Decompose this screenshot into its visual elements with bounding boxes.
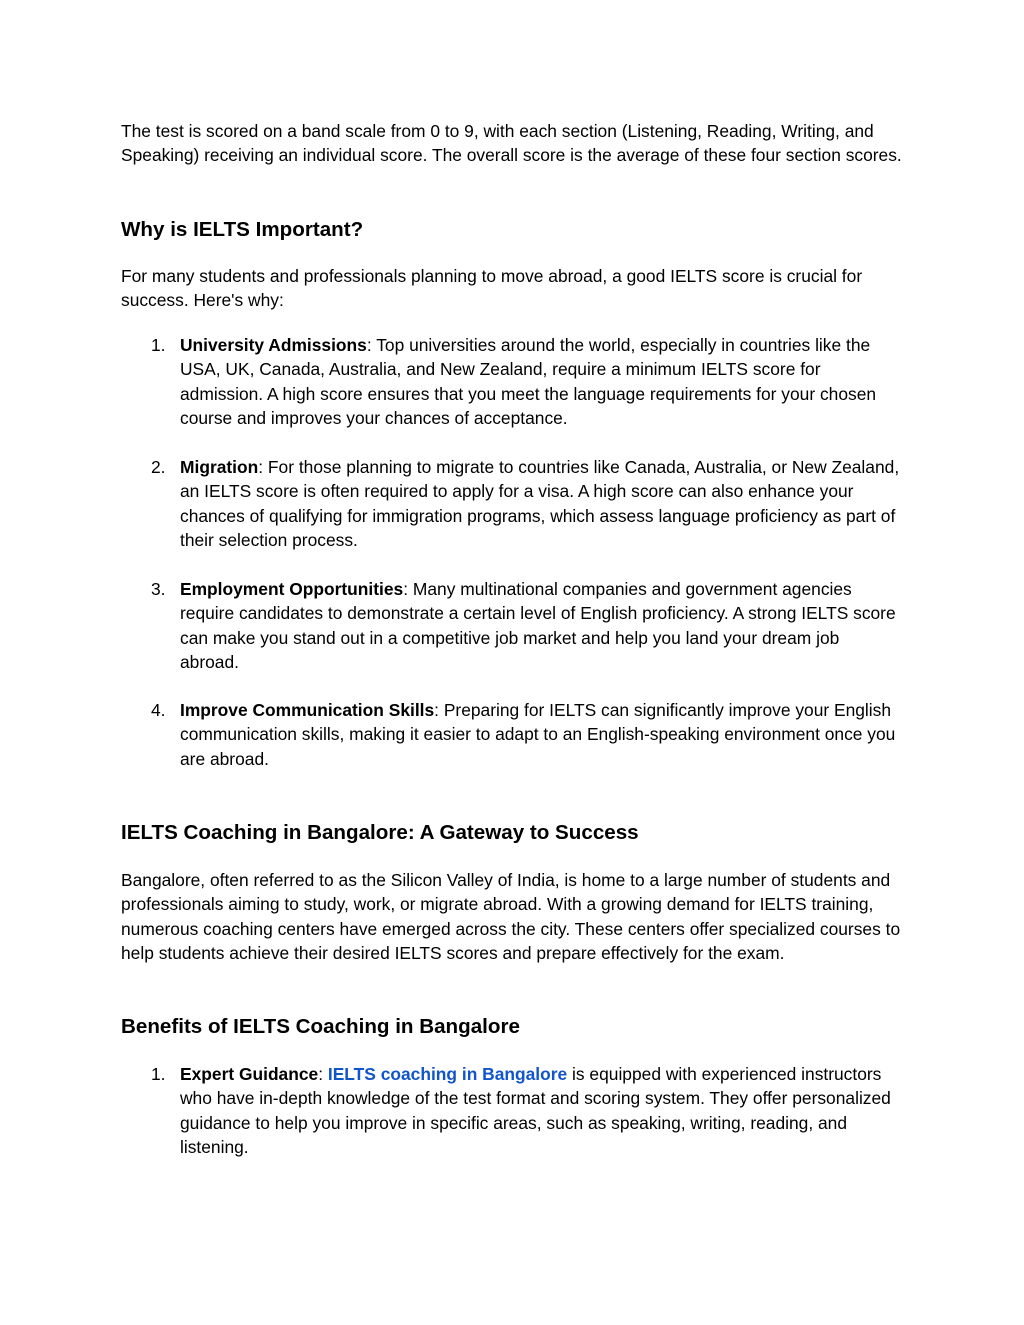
- coaching-heading: IELTS Coaching in Bangalore: A Gateway to Success: [121, 821, 639, 844]
- list-term: Expert Guidance: [180, 1064, 319, 1084]
- list-item-communication-skills: [121, 698, 903, 771]
- list-number: 2.: [151, 457, 166, 477]
- intro-paragraph: The test is scored on a band scale from 0 to 9, with each section (Listening, Reading, Writing, and Speaking) receiving an individual score. The overall score is the average of these four section scores.: [121, 121, 902, 166]
- list-text: : For those planning to migrate to countries like Canada, Australia, or New Zealand, an IELTS score is often required to apply for a visa. A high score can also enhance your chances of qualifying for immigration programs, which assess language proficiency as part of their selection process.: [180, 457, 900, 551]
- list-term: Migration: [180, 457, 259, 477]
- benefits-heading: Benefits of IELTS Coaching in Bangalore: [121, 1015, 520, 1038]
- list-text: : Many multinational companies and government agencies require candidates to demonstrate a certain level of English proficiency. A strong IELTS score can make you stand out in a competitive job market and help you land your dream job abroad.: [180, 579, 896, 673]
- list-text: is equipped with experienced instructors who have in-depth knowledge of the test format and scoring system. They offer personalized guidance to help you improve in specific areas, such as speaking, writing, reading, and listening.: [180, 1064, 891, 1158]
- why-ielts-intro: For many students and professionals planning to move abroad, a good IELTS score is crucial for success. Here's why:: [121, 266, 863, 311]
- list-separator: :: [318, 1064, 328, 1084]
- list-term: University Admissions: [180, 335, 367, 355]
- list-number: 1.: [151, 1064, 166, 1084]
- list-number: 3.: [151, 579, 166, 599]
- list-term: Improve Communication Skills: [180, 700, 435, 720]
- list-text: : Top universities around the world, especially in countries like the USA, UK, Canada, Australia, and New Zealand, require a minimum IELTS score for admission. A high score ensures that you meet the language requirements for your chosen course and improves your chances of acceptance.: [180, 335, 877, 429]
- list-item-migration: [121, 455, 903, 553]
- list-item-university-admissions: [121, 333, 903, 431]
- ielts-coaching-link[interactable]: IELTS coaching in Bangalore: [327, 1064, 568, 1084]
- coaching-paragraph: Bangalore, often referred to as the Silicon Valley of India, is home to a large number of students and professionals aiming to study, work, or migrate abroad. With a growing demand for IELTS training, numerous coaching centers have emerged across the city. These centers offer specialized courses to help students achieve their desired IELTS scores and prepare effectively for the exam.: [121, 870, 901, 964]
- list-item-employment-opportunities: [121, 577, 903, 675]
- why-ielts-heading: Why is IELTS Important?: [121, 218, 364, 241]
- list-item-expert-guidance: [121, 1062, 903, 1160]
- list-term: Employment Opportunities: [180, 579, 404, 599]
- list-text: : Preparing for IELTS can significantly improve your English communication skills, making it easier to adapt to an English-speaking environment once you are abroad.: [180, 700, 896, 769]
- list-number: 1.: [151, 335, 166, 355]
- list-number: 4.: [151, 700, 166, 720]
